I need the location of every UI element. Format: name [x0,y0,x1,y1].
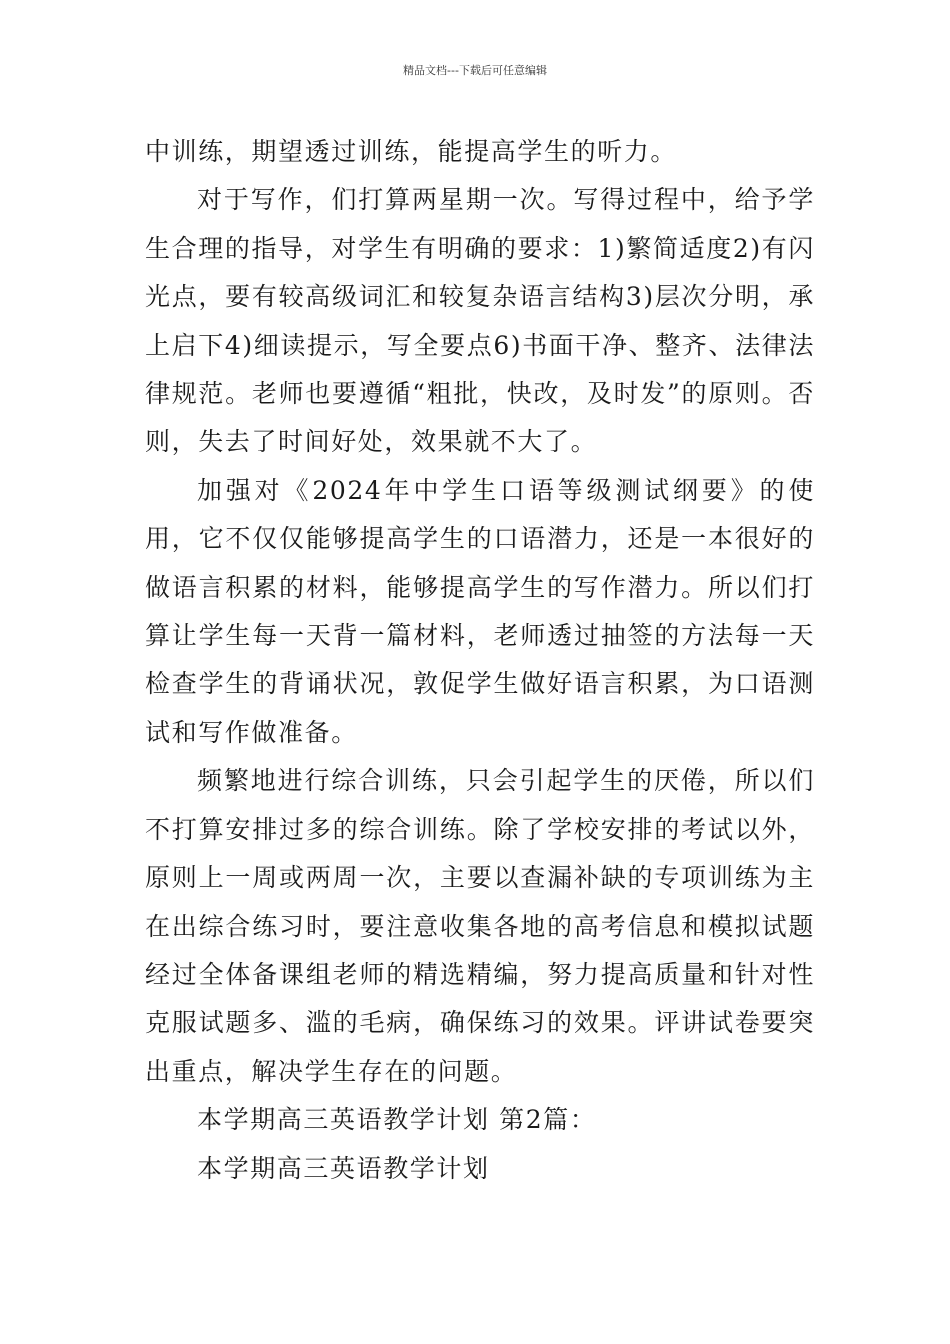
paragraph-continuation: 中训练，期望透过训练，能提高学生的听力。 [145,137,678,166]
paragraph-oral: 加强对《2024年中学生口语等级测试纲要》的使用，它不仅仅能够提高学生的口语潜力，还是一本很好的做语言积累的材料，能够提高学生的写作潜力。所以们打算让学生每一天背一篇材料，老师透过抽签的方法每一天检查学生的背诵状况，敦促学生做好语言积累，为口语测试和写作做准备。 [145,475,815,747]
section-title: 本学期高三英语教学计划 [197,1153,490,1183]
page-header: 精品文档---下载后可任意编辑 [403,64,547,77]
paragraph-writing: 对于写作，们打算两星期一次。写得过程中，给予学生合理的指导，对学生有明确的要求：1)繁简适度2)有闪光点，要有较高级词汇和较复杂语言结构3)层次分明，承上启下4)细读提示，写全要点6)书面干净、整齐、法律法律规范。老师也要遵循“粗批，快改，及时发”的原则。否则，失去了时间好处，效果就不大了。 [145,185,815,457]
paragraph-training: 频繁地进行综合训练，只会引起学生的厌倦，所以们不打算安排过多的综合训练。除了学校安排的考试以外，原则上一周或两周一次，主要以查漏补缺的专项训练为主在出综合练习时，要注意收集各地的高考信息和模拟试题经过全体备课组老师的精选精编，努力提高质量和针对性克服试题多、滥的毛病，确保练习的效果。评讲试卷要突出重点，解决学生存在的问题。 [145,766,815,1086]
section-heading: 本学期高三英语教学计划 第2篇： [197,1105,597,1135]
document-body [145,128,815,1193]
